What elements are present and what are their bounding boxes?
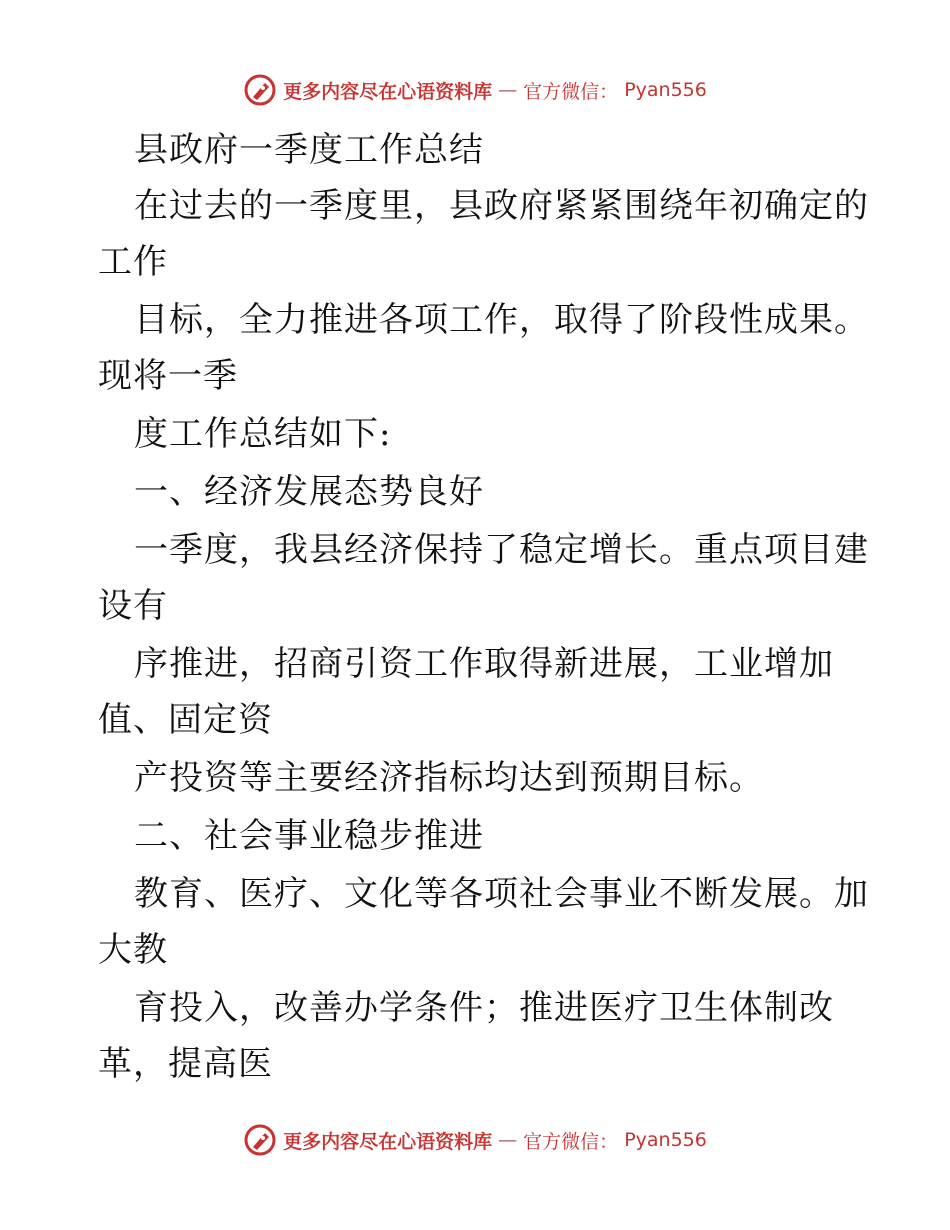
header-watermark	[0, 70, 950, 110]
paragraph-line: 目标，全力推进各项工作，取得了阶段性成果。	[134, 300, 869, 340]
pen-nib-logo-icon	[243, 1123, 277, 1157]
watermark-account: Pyan556	[624, 1129, 707, 1151]
paragraph-line: 序推进，招商引资工作取得新进展，工业增加	[134, 644, 834, 684]
watermark-account: Pyan556	[624, 79, 707, 101]
paragraph-line: 教育、医疗、文化等各项社会事业不断发展。加	[134, 874, 869, 914]
paragraph-line: 产投资等主要经济指标均达到预期目标。	[134, 758, 764, 798]
document-title: 县政府一季度工作总结	[134, 130, 484, 170]
watermark-main-text: 更多内容尽在心语资料库	[283, 1130, 493, 1153]
paragraph-line: 度工作总结如下:	[134, 414, 392, 454]
paragraph-line: 在过去的一季度里，县政府紧紧围绕年初确定的	[134, 186, 869, 226]
section-heading: 二、社会事业稳步推进	[134, 816, 484, 856]
watermark-wechat-label: 官方微信：	[523, 80, 619, 103]
paragraph-line: 现将一季	[98, 356, 238, 396]
watermark-main-text: 更多内容尽在心语资料库	[283, 80, 493, 103]
pen-nib-logo-icon	[243, 73, 277, 107]
section-heading: 一、经济发展态势良好	[134, 472, 484, 512]
paragraph-line: 革，提高医	[98, 1044, 273, 1084]
paragraph-line: 育投入，改善办学条件；推进医疗卫生体制改	[134, 988, 834, 1028]
watermark-wechat-label: 官方微信：	[523, 1130, 619, 1153]
paragraph-line: 一季度，我县经济保持了稳定增长。重点项目建	[134, 530, 869, 570]
paragraph-line: 工作	[98, 242, 168, 282]
watermark-separator: —	[498, 1129, 518, 1151]
watermark-separator: —	[498, 79, 518, 101]
paragraph-line: 值、固定资	[98, 700, 273, 740]
footer-watermark	[0, 1120, 950, 1160]
paragraph-line: 设有	[98, 586, 168, 626]
paragraph-line: 大教	[98, 930, 168, 970]
